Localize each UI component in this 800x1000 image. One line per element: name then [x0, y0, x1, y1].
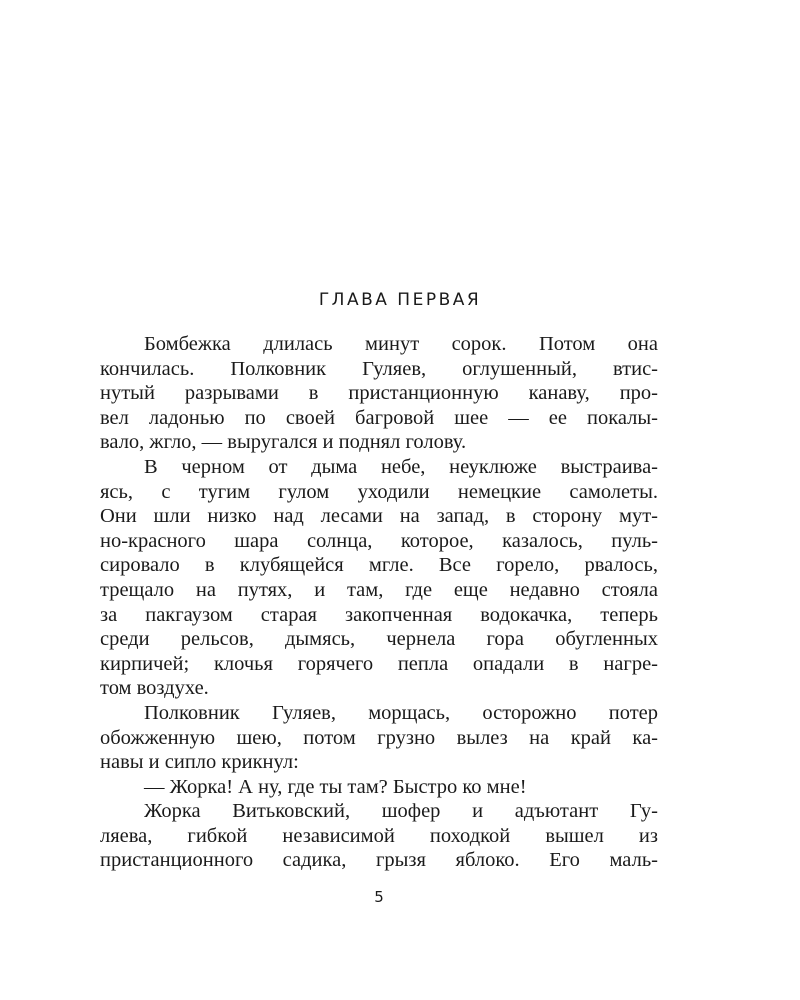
paragraph	[100, 332, 658, 455]
text-line: навы и сипло крикнул:	[100, 751, 299, 774]
text-line: Полковник Гуляев, морщась, осторожно потер	[144, 701, 658, 724]
text-line: ляева, гибкой независимой походкой вышел из	[100, 824, 658, 847]
text-line: вел ладонью по своей багровой шее — ее покалы-	[100, 406, 658, 429]
text-line: среди рельсов, дымясь, чернела гора обугленных	[100, 628, 658, 651]
paragraph	[100, 455, 658, 701]
text-line: пристанционного садика, грызя яблоко. Его маль-	[100, 849, 658, 872]
text-line: В черном от дыма небе, неуклюже выстраива-	[144, 455, 658, 478]
text-line: — Жорка! А ну, где ты там? Быстро ко мне!	[144, 775, 527, 798]
paragraph	[100, 799, 658, 873]
text-line: том воздухе.	[100, 677, 209, 700]
chapter-title: ГЛАВА ПЕРВАЯ	[318, 290, 482, 310]
text-line: обожженную шею, потом грузно вылез на край ка-	[100, 726, 658, 749]
text-line: но-красного шара солнца, которое, казалось, пуль-	[100, 529, 658, 552]
text-line: трещало на путях, и там, где еще недавно стояла	[100, 578, 658, 601]
text-line: Они шли низко над лесами на запад, в сторону мут-	[100, 505, 658, 528]
paragraph	[100, 701, 658, 775]
text-line: нутый разрывами в пристанционную канаву, про-	[100, 382, 658, 405]
text-line: сировало в клубящейся мгле. Все горело, рвалось,	[100, 554, 658, 577]
text-line: ясь, с тугим гулом уходили немецкие самолеты.	[100, 480, 658, 503]
page-number: 5	[374, 888, 384, 906]
text-line: кирпичей; клочья горячего пепла опадали в нагре-	[100, 652, 658, 675]
text-line: вало, жгло, — выругался и поднял голову.	[100, 431, 467, 454]
text-line: Бомбежка длилась минут сорок. Потом она	[144, 333, 658, 355]
paragraph	[100, 775, 658, 800]
text-line: кончилась. Полковник Гуляев, оглушенный, втис-	[100, 357, 658, 380]
text-line: Жорка Витьковский, шофер и адъютант Гу-	[144, 800, 658, 823]
text-line: за пакгаузом старая закопченная водокачка, теперь	[100, 603, 658, 626]
body-text	[100, 332, 658, 873]
